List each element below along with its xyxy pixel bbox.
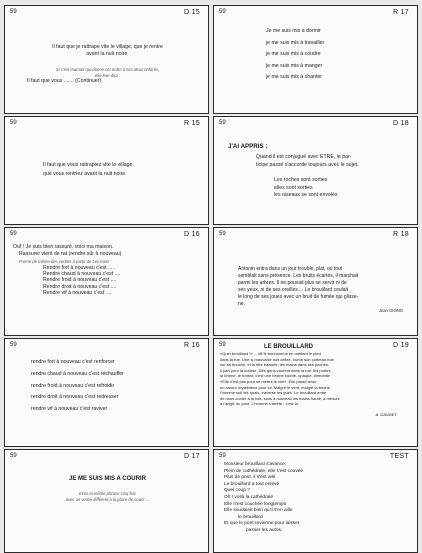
text-line: dans la rue. Une si mauvaise nuit cellee, hume son corbeau noir [220, 356, 334, 362]
text-line: ne. [238, 301, 245, 307]
instruction-line: avec un verbe différent à la place de courir ... [65, 497, 150, 503]
text-line: le long de ses joues avec un bruit de fumée qui glisse- [238, 294, 359, 300]
card-code: D 15 [184, 9, 200, 16]
card-code: R 18 [393, 231, 409, 238]
text-line: de nous contre à la fois, sous à nouveau les mains haute, à mesure [220, 395, 340, 401]
card-number: 59 [10, 453, 17, 459]
card-r16 [4, 338, 209, 447]
text-line: Il faut que je rattrape vite le village, que je rentre [52, 44, 163, 50]
exercise-line: Il faut que vous ....... (Continuer) [27, 78, 102, 85]
card-code: D 17 [184, 453, 200, 460]
answer-line: rendre fort à nouveau c'est renforcer [31, 359, 115, 365]
exercise-line: Rendre chaud à nouveau c'est .... [43, 271, 121, 278]
answer-line: je me suis mis à chanter [266, 74, 322, 80]
text-line: Antonin entra dans un jour trouble, plat, où tout [238, 266, 343, 272]
card-number: 59 [219, 120, 226, 126]
card-r17 [213, 5, 418, 114]
card-heading: LE BROUILLARD [264, 344, 313, 350]
instruction-line: Si c'est maman qui donne cet ordre à ses deux enfants, [55, 66, 160, 72]
card-d18 [213, 116, 418, 225]
poem-line: Oh ! voilà la cathédrale [224, 494, 274, 500]
author: A. DAUDET [375, 411, 397, 417]
text-line: «Elle n'est pas pour se mettre le ciel». Elle paraît avoir [220, 378, 317, 384]
answer-line: Je me suis mis à dormir [266, 28, 321, 34]
answer-line: Il faut que vous rattrapiez vite le village, [43, 162, 134, 168]
instruction-line: Forme de même des verbes à partir de ces mots : [19, 258, 112, 264]
rule-line: Quand il est conjugué avec ETRE, le par- [256, 154, 352, 161]
card-number: 59 [219, 9, 226, 15]
answer-line: rendre droit à nouveau c'est redresser [31, 394, 119, 401]
card-d17 [4, 449, 209, 553]
answer-line: rendre froid à nouveau c'est refroidir [31, 382, 115, 389]
card-code: R 15 [184, 120, 200, 127]
rule-line: ticipe passé s'accorde toujours avec le sujet. [256, 161, 359, 168]
poem-line: le brouillard [238, 514, 263, 520]
text-line: sur sa bouche, et la tête baissée, les mains dans ses poches, [220, 362, 329, 368]
card-code: D 19 [393, 342, 409, 349]
card-number: 59 [10, 120, 17, 126]
example-line: elles sont sorties [274, 184, 313, 191]
text-line: avant la nuit noire. [86, 51, 129, 58]
poem-line: Plein de cathédrale, elle s'est couvée [224, 468, 304, 474]
instruction-line: Ecris la même phrase cinq fois [78, 491, 137, 497]
answer-line: je me suis mis à travailler [266, 39, 325, 46]
answer-line: je me suis mis à coudre [266, 51, 321, 57]
poem-line: Elle soudainit bien qu'il s'en aille [224, 508, 293, 514]
poem-line: Monsieur brouillard s'avance, [224, 462, 287, 467]
card-r18 [213, 227, 418, 336]
card-number: 59 [10, 231, 17, 237]
card-code: R 16 [184, 342, 200, 349]
poem-line: passer les autos. [246, 527, 283, 533]
card-code: TEST [389, 453, 409, 460]
exercise-line: Rendre droit à nouveau c'est .... [43, 283, 117, 290]
text-line: à l'angle du pont. L'homme s'arrête ; c'est la. [220, 401, 299, 407]
card-number: 59 [219, 231, 226, 237]
card-number: 59 [219, 342, 226, 348]
poem-line: Plus de pont, il s'est ailé [224, 475, 276, 481]
card-number: 59 [10, 9, 17, 15]
text-line: «Quel brouillard !» ... dit le bonhomme en mettant le pied [220, 351, 321, 356]
poem-line: Elle n'est couchée longtemps [224, 501, 287, 507]
card-code: D 16 [184, 231, 200, 238]
poem-line: Le brouillard a tout enlevé [224, 481, 280, 487]
text-line: Rassurer vient de rat (rendre sûr à nouveau) [19, 251, 122, 258]
text-line: semblait sans présence. Les bruits écartés, il marchait [238, 273, 359, 279]
poem-line: Quel coup ? [224, 488, 250, 494]
instruction-line: elle leur dira : [94, 72, 121, 78]
worksheet [4, 5, 418, 547]
text-line: la brume, le trottoir, c'est une brume lourde, opaque, immobile [220, 373, 330, 379]
exercise-line: Rendre froid à nouveau c'est .... [43, 277, 117, 284]
card-code: D 18 [393, 120, 409, 127]
card-heading: J'AI APPRIS : [228, 143, 268, 150]
poem-line: Et que le pont revienne pour laisser [224, 521, 300, 527]
text-line: parmi les arbres. Il ne pouvait plus se servir ni de [238, 280, 347, 286]
card-heading: JE ME SUIS MIS A COURIR [69, 476, 146, 482]
answer-line: rendre chaud à nouveau c'est réchauffer [31, 370, 124, 377]
text-line: il part pour la bourse. Des gens courent dans la rue, les portes, [220, 367, 332, 373]
text-line: un amour mystérieux pour lui. Malgré le vent, malgré la bruine, [220, 384, 331, 390]
text-line: Ouf ! Je suis bien rassuré, voici ma maison. [13, 244, 114, 250]
exercise-line: Rendre vif à nouveau c'est .... [43, 290, 112, 297]
card-code: R 17 [393, 9, 409, 16]
answer-line: que vous rentriez avant la nuit noire. [43, 171, 127, 177]
answer-line: je me suis mis à manger [266, 62, 323, 69]
card-number: 59 [219, 453, 226, 459]
card-d15 [4, 5, 209, 114]
card-test [213, 449, 418, 553]
card-r15 [4, 116, 209, 225]
example-line: les oiseaux se sont envolés [274, 192, 338, 199]
card-d16 [4, 227, 209, 336]
text-line: l'homme suit les quais, traverse les gués. Le brouillard entre [220, 390, 327, 396]
text-line: ses yeux, ni de ses oreilles ... Le brouillard coulait [238, 287, 349, 293]
card-d19 [213, 338, 418, 447]
exercise-line: Rendre fort à nouveau c'est .... [43, 264, 114, 271]
author: Jean GIONO [378, 308, 403, 313]
card-number: 59 [10, 342, 17, 348]
example-line: Les roches sont sorties [274, 177, 328, 184]
answer-line: rendre vif à nouveau c'est raviver [31, 406, 108, 413]
